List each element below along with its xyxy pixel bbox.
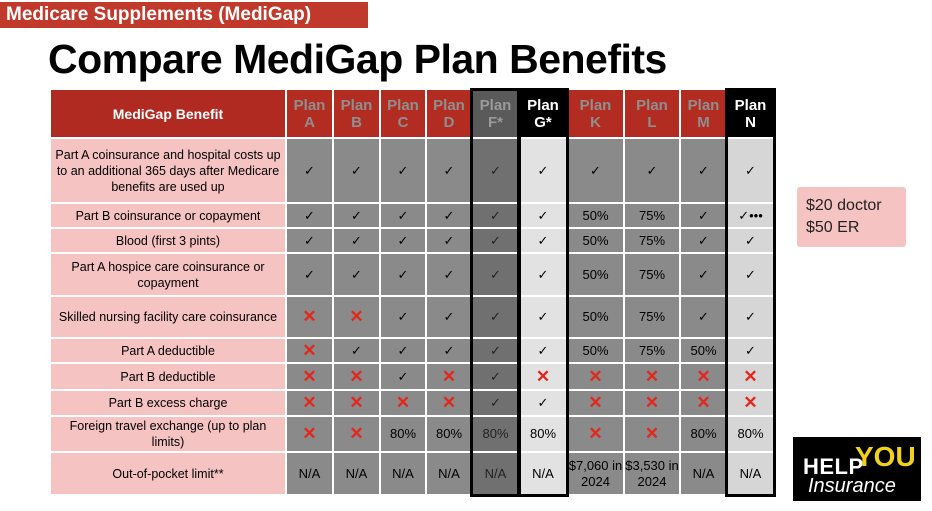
plan-cell: 75% bbox=[624, 296, 680, 338]
plan-cell: 50% bbox=[567, 338, 624, 363]
plan-cell: ✕ bbox=[680, 363, 727, 390]
plan-cell: N/A bbox=[472, 452, 519, 495]
plan-cell: ✓ bbox=[727, 253, 774, 296]
plan-cell: ✓ bbox=[472, 390, 519, 416]
benefit-label: Part A hospice care coinsurance or copayment bbox=[50, 253, 286, 296]
section-banner: Medicare Supplements (MediGap) bbox=[0, 2, 368, 28]
plan-header-letter: N bbox=[745, 113, 756, 131]
plan-cell: ✕ bbox=[286, 363, 333, 390]
plan-cell: ✓ bbox=[426, 338, 472, 363]
plan-cell: ✕ bbox=[727, 390, 774, 416]
plan-header-m bbox=[680, 89, 727, 138]
plan-header-word: Plan bbox=[579, 96, 612, 114]
plan-cell: ✕ bbox=[624, 416, 680, 452]
plan-header-word: Plan bbox=[433, 96, 465, 114]
plan-cell: ✓ bbox=[380, 296, 426, 338]
plan-cell: ✓ bbox=[472, 363, 519, 390]
plan-header-d bbox=[426, 89, 472, 138]
benefit-label: Skilled nursing facility care coinsurance bbox=[50, 296, 286, 338]
plan-cell: ✓ bbox=[680, 138, 727, 203]
plan-cell: ✓ bbox=[680, 296, 727, 338]
plan-header-word: Plan bbox=[687, 96, 720, 114]
plan-n-copay-note bbox=[797, 187, 906, 247]
plan-cell: ✕ bbox=[286, 338, 333, 363]
plan-cell: ✓ bbox=[727, 338, 774, 363]
plan-cell: 50% bbox=[567, 228, 624, 253]
plan-cell: 75% bbox=[624, 228, 680, 253]
plan-cell: ✕ bbox=[624, 363, 680, 390]
plan-header-word: Plan bbox=[479, 96, 512, 114]
plan-cell: ✓ bbox=[472, 138, 519, 203]
plan-cell: ✓ bbox=[727, 228, 774, 253]
plan-header-letter: G* bbox=[534, 113, 552, 131]
plan-cell: 80% bbox=[680, 416, 727, 452]
plan-cell: ✓ bbox=[380, 253, 426, 296]
plan-cell: 80% bbox=[472, 416, 519, 452]
plan-cell: ✓ bbox=[519, 338, 567, 363]
plan-cell: ✓ bbox=[333, 253, 380, 296]
plan-cell: ✓ bbox=[727, 296, 774, 338]
plan-cell: ✓ bbox=[472, 228, 519, 253]
plan-cell: ✓ bbox=[426, 296, 472, 338]
plan-cell: N/A bbox=[680, 452, 727, 495]
plan-cell: 50% bbox=[567, 253, 624, 296]
plan-cell: ✓ bbox=[472, 253, 519, 296]
plan-cell: ✓ bbox=[426, 228, 472, 253]
benefit-column-header: MediGap Benefit bbox=[50, 89, 286, 138]
plan-cell: ✕ bbox=[567, 416, 624, 452]
plan-cell: 80% bbox=[727, 416, 774, 452]
plan-cell: ✓ bbox=[680, 253, 727, 296]
plan-cell: ✕ bbox=[567, 390, 624, 416]
plan-cell: 50% bbox=[567, 296, 624, 338]
plan-cell: $7,060 in 2024 bbox=[567, 452, 624, 495]
plan-cell: ✓ bbox=[286, 203, 333, 228]
plan-header-letter: K bbox=[590, 113, 601, 131]
plan-cell: ✕ bbox=[286, 296, 333, 338]
benefit-label: Blood (first 3 pints) bbox=[50, 228, 286, 253]
plan-cell: ✕ bbox=[333, 296, 380, 338]
plan-cell: ✕ bbox=[624, 390, 680, 416]
plan-cell: ✓ bbox=[380, 338, 426, 363]
note-er: $50 ER bbox=[806, 219, 860, 236]
plan-header-c bbox=[380, 89, 426, 138]
benefit-label: Part B deductible bbox=[50, 363, 286, 390]
plan-cell: 75% bbox=[624, 203, 680, 228]
plan-cell: $3,530 in 2024 bbox=[624, 452, 680, 495]
plan-cell: ✓••• bbox=[727, 203, 774, 228]
plan-header-word: Plan bbox=[527, 96, 559, 114]
plan-cell: N/A bbox=[333, 452, 380, 495]
plan-cell: ✓ bbox=[380, 138, 426, 203]
plan-cell: ✓ bbox=[519, 203, 567, 228]
plan-header-letter: L bbox=[647, 113, 657, 131]
plan-cell: ✕ bbox=[567, 363, 624, 390]
plan-cell: ✓ bbox=[380, 203, 426, 228]
benefit-label: Part A deductible bbox=[50, 338, 286, 363]
plan-cell: ✓ bbox=[519, 296, 567, 338]
plan-cell: ✓ bbox=[286, 253, 333, 296]
plan-cell: N/A bbox=[426, 452, 472, 495]
plan-cell: ✓ bbox=[624, 138, 680, 203]
plan-cell: 50% bbox=[680, 338, 727, 363]
plan-cell: ✓ bbox=[333, 228, 380, 253]
plan-cell: ✓ bbox=[472, 338, 519, 363]
plan-header-letter: C bbox=[397, 113, 409, 131]
plan-cell: N/A bbox=[727, 452, 774, 495]
plan-cell: ✓ bbox=[380, 363, 426, 390]
plan-cell: 80% bbox=[380, 416, 426, 452]
plan-header-word: Plan bbox=[340, 96, 373, 114]
plan-cell: ✓ bbox=[472, 203, 519, 228]
plan-header-g bbox=[519, 89, 567, 138]
plan-cell: N/A bbox=[380, 452, 426, 495]
plan-cell: ✕ bbox=[380, 390, 426, 416]
plan-header-a bbox=[286, 89, 333, 138]
plan-cell: ✓ bbox=[680, 203, 727, 228]
plan-header-letter: D bbox=[443, 113, 455, 131]
plan-cell: N/A bbox=[519, 452, 567, 495]
plan-cell: ✓ bbox=[519, 390, 567, 416]
plan-cell: ✓ bbox=[472, 296, 519, 338]
plan-cell: ✓ bbox=[286, 228, 333, 253]
plan-cell: ✕ bbox=[333, 416, 380, 452]
logo-you: YOU bbox=[855, 441, 916, 472]
plan-cell: ✕ bbox=[286, 390, 333, 416]
plan-cell: 75% bbox=[624, 338, 680, 363]
plan-cell: ✕ bbox=[333, 363, 380, 390]
plan-cell: ✓ bbox=[727, 138, 774, 203]
plan-cell: ✓ bbox=[426, 138, 472, 203]
plan-header-n bbox=[727, 89, 774, 138]
plan-cell: ✕ bbox=[680, 390, 727, 416]
plan-cell: ✕ bbox=[333, 390, 380, 416]
plan-cell: ✓ bbox=[519, 228, 567, 253]
plan-cell: ✓ bbox=[286, 138, 333, 203]
plan-cell: ✕ bbox=[519, 363, 567, 390]
plan-cell: ✕ bbox=[426, 363, 472, 390]
plan-cell: ✓ bbox=[567, 138, 624, 203]
plan-cell: ✕ bbox=[727, 363, 774, 390]
plan-cell: ✓ bbox=[426, 253, 472, 296]
plan-cell: ✓ bbox=[333, 203, 380, 228]
plan-header-b bbox=[333, 89, 380, 138]
plan-header-letter: F* bbox=[488, 113, 503, 131]
plan-cell: ✓ bbox=[333, 138, 380, 203]
benefit-label: Part B excess charge bbox=[50, 390, 286, 416]
plan-header-l bbox=[624, 89, 680, 138]
plan-header-letter: A bbox=[304, 113, 315, 131]
plan-header-word: Plan bbox=[734, 96, 767, 114]
page-title: Compare MediGap Plan Benefits bbox=[48, 36, 667, 82]
plan-header-word: Plan bbox=[293, 96, 326, 114]
plan-header-word: Plan bbox=[636, 96, 668, 114]
benefit-label: Out-of-pocket limit** bbox=[50, 452, 286, 495]
plan-cell: ✕ bbox=[426, 390, 472, 416]
plan-cell: ✓ bbox=[380, 228, 426, 253]
plan-header-word: Plan bbox=[387, 96, 419, 114]
plan-cell: ✕ bbox=[286, 416, 333, 452]
plan-cell: 50% bbox=[567, 203, 624, 228]
plan-cell: 80% bbox=[426, 416, 472, 452]
benefit-label: Foreign travel exchange (up to plan limits) bbox=[50, 416, 286, 452]
plan-cell: ✓ bbox=[519, 138, 567, 203]
plan-cell: ✓ bbox=[333, 338, 380, 363]
plan-cell: ✓ bbox=[519, 253, 567, 296]
benefit-label: Part A coinsurance and hospital costs up to an additional 365 days after Medicare benefits are used up bbox=[50, 138, 286, 203]
logo-insurance: Insurance bbox=[808, 475, 896, 497]
plan-cell: 75% bbox=[624, 253, 680, 296]
plan-header-f bbox=[472, 89, 519, 138]
plan-header-letter: M bbox=[697, 113, 710, 131]
plan-header-k bbox=[567, 89, 624, 138]
plan-cell: ✓ bbox=[426, 203, 472, 228]
plan-cell: 80% bbox=[519, 416, 567, 452]
plan-header-letter: B bbox=[351, 113, 362, 131]
benefit-label: Part B coinsurance or copayment bbox=[50, 203, 286, 228]
plan-cell: N/A bbox=[286, 452, 333, 495]
plan-cell: ✓ bbox=[680, 228, 727, 253]
note-doctor: $20 doctor bbox=[806, 197, 882, 214]
logo-help: HELP bbox=[803, 454, 864, 479]
helpyou-insurance-logo bbox=[793, 437, 921, 501]
